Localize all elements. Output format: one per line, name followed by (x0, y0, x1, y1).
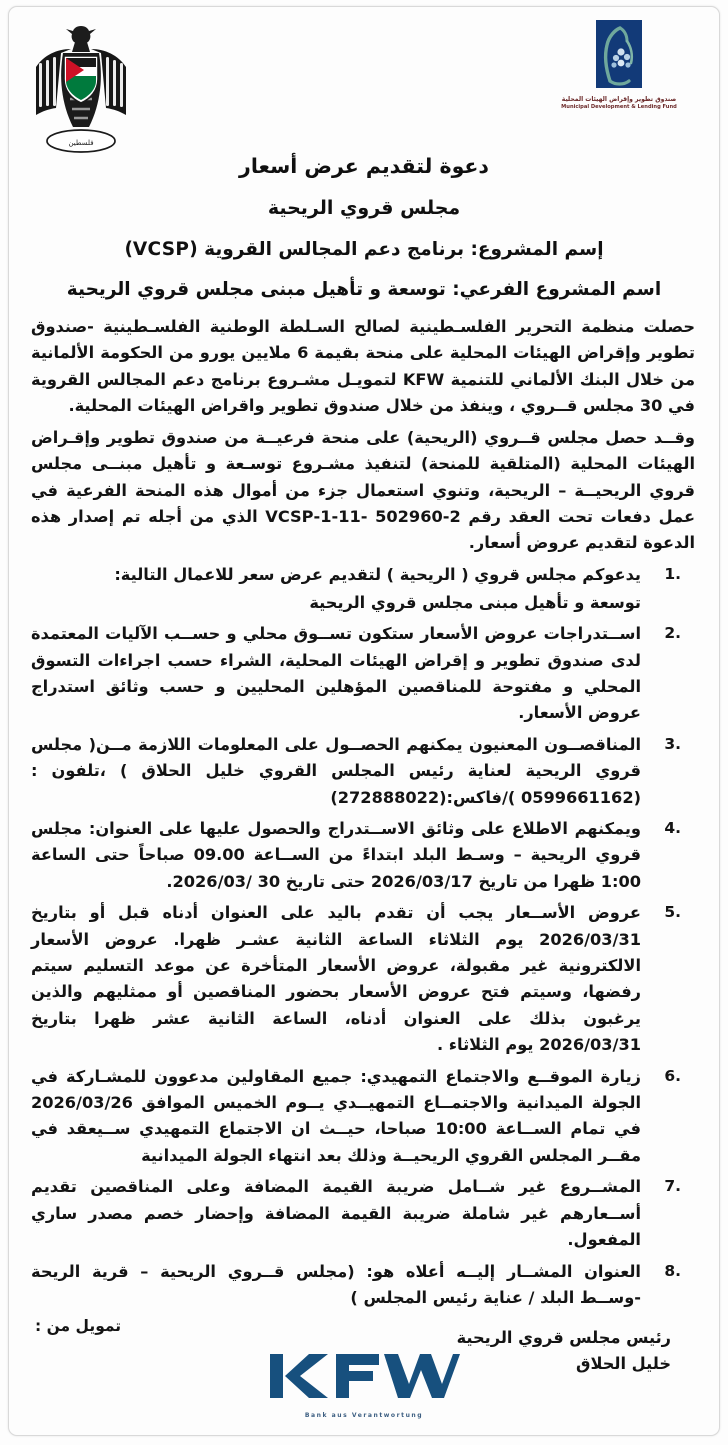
entity-title: مجلس قروي الريحية (267, 197, 461, 220)
clause-text: المناقصــون المعنيون يمكنهم الحصــول على المعلومات اللازمة مــن( مجلس قروي الريحية لعناية رئيس المجلس القروي خليل الحلاق ) ،تلفون :(0599661162 )/فاكس:(272888022) (31, 734, 641, 807)
intro-paragraph-2: وقــد حصل مجلس قــروي (الريحية) على منحة فرعيــة من صندوق تطوير وإقـراض الهيئات المحلية (المتلقية للمنحة) لتنفيذ مشـروع توسـعة و تأهيل مبنــى مجلس قروي الريحيــة – الريحية، وتنوي استعمال جزء من أموال هذه المنحة الفرعية في عمل دفعات تحت العقد رقم 2-502960 -11-1-VCSP الذي من أجله تم إصدار هذه الدعوة لتقديم عروض أسعار. (31, 428, 695, 553)
palestinian-coat-of-arms-icon (27, 19, 135, 159)
svg-text:فلسطين: فلسطين (68, 139, 94, 147)
mdlf-logo (529, 19, 709, 137)
list-item (31, 562, 695, 616)
list-item (31, 1064, 695, 1170)
document-footer (9, 1317, 719, 1419)
kfw-tagline: Bank aus Verantwortung (304, 1412, 424, 1419)
clause-text: عروض الأســعار يجب أن تقدم باليد على العنوان أدناه قبل أو بتاريخ 2026/03/31 يوم الثلاثاء الساعة الثانية عشـر ظهرا. عروض الأسعار الالكترونية غير مقبولة، عروض الأسعار المتأخرة عن موعد التسليم سيتم رفضها، وسيتم فتح عروض الأسعار بحضور المناقصين أو ممثليهم والذين يرغبون بذلك على العنوان أدناه، الساعة الثانية عشر ظهرا بتاريخ 2026/03/31 يوم الثلاثاء . (31, 903, 641, 1055)
project-title: إسم المشروع: برنامج دعم المجالس القروية (VCSP) (124, 239, 604, 261)
kfw-logo-block (9, 1345, 719, 1419)
document-body (9, 310, 719, 1377)
clause-subtext: توسعة و تأهيل مبنى مجلس قروي الريحية (309, 592, 641, 612)
funded-by-label: تمويل من : (35, 1317, 122, 1335)
clause-text: العنوان المشــار إليــه أعلاه هو: (مجلس قــروي الريحية – قرية الريحة -وســط البلد / عناية رئيس المجلس ) (31, 1261, 641, 1307)
signature-name: خليل الحلاق (575, 1354, 671, 1374)
title-block (9, 151, 719, 304)
mdlf-mark-icon (591, 19, 647, 93)
mdlf-english-name: Municipal Development & Lending Fund (561, 104, 677, 111)
document-header (9, 7, 719, 157)
page-title: دعوة لتقديم عرض أسعار (239, 154, 489, 178)
subproject-title: اسم المشروع الفرعي: توسعة و تأهيل مبنى مجلس قروي الريحية (66, 279, 662, 301)
mdlf-arabic-name: صندوق تطوير وإقراض الهيئات المحلية (561, 95, 677, 103)
list-item (31, 1259, 695, 1312)
document-sheet (8, 6, 720, 1436)
list-item (31, 816, 695, 895)
clause-list (31, 562, 695, 1311)
intro-paragraph-1: حصلت منظمة التحرير الفلسـطينية لصالح السـلطة الوطنية الفلسـطينية -صندوق تطوير وإقراض الهيئات المحلية على منحة بقيمة 6 ملايين يورو من الحكومة الألمانية من خلال البنك الألماني للتنمية KFW لتمويـل مشـروع برنامج دعم المجالس القروية في 30 مجلس قــروي ، وينفذ من خلال صندوق تطوير واقراض الهيئات المحلية. (31, 317, 695, 415)
list-item (31, 1174, 695, 1253)
clause-text: اســتدراجات عروض الأسعار ستكون تســوق محلي و حســب الآليات المعتمدة لدى صندوق تطوير و إقراض الهيئات المحلية، الشراء حسب اجراءات التسوق المحلي و مفتوحة للمناقصين المؤهلين المحليين و حسب وثائق استدراج عروض الأسعار. (31, 624, 641, 723)
list-item (31, 900, 695, 1058)
clause-text: زيارة الموقــع والاجتماع التمهيدي: جميع المقاولين مدعوون للمشـاركة في الجولة الميدانية والاجتمــاع التمهيــدي يــوم الخميس الموافق 2026/03/26 في تمام الســاعة 10:00 صباحا، حيــث ان الاجتماع التمهيدي ســيعقد في مقــر المجلس القروي الريحيــة وذلك بعد انتهاء الجولة الميدانية (31, 1066, 641, 1165)
signature-role: رئيس مجلس قروي الريحية (456, 1328, 671, 1348)
clause-text: يدعوكم مجلس قروي ( الريحية ) لتقديم عرض سعر للاعمال التالية: (114, 565, 641, 585)
clause-text: المشــروع غير شــامل ضريبة القيمة المضافة وعلى المناقصين تقديم أســعارهم غير شاملة ضريبة القيمة المضافة وإحضار خصم مصدر ساري المفعول. (31, 1177, 641, 1250)
list-item (31, 621, 695, 727)
kfw-logo-icon (264, 1345, 464, 1407)
clause-text: ويمكنهم الاطلاع على وثائق الاســتدراج والحصول عليها على العنوان: مجلس قروي الريحية – وسـط البلد ابتداءً من الســاعة 09.00 صباحاً حتى الساعة 1:00 ظهرا من تاريخ 2026/03/17 حتى تاريخ 30 /2026/03. (31, 819, 641, 891)
list-item (31, 732, 695, 811)
